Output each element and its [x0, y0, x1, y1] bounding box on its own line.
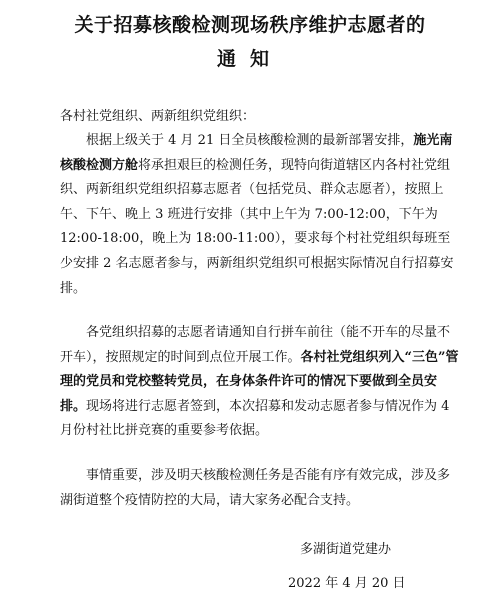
paragraph-2-bold: 各村社党组织列入“三色”管理的党员和党校整转党员，在身体条件许可的情况下要做到全员安排。	[60, 349, 459, 414]
salutation: 各村社党组织、两新组织党组织：	[60, 109, 256, 124]
notice-title-line2: 通知	[216, 48, 283, 70]
paragraph-2	[60, 321, 462, 444]
paragraph-2-text	[60, 321, 462, 444]
paragraph-1-part1: 根据上级关于 4 月 21 日全员核酸检测的最新部署安排，	[86, 133, 414, 148]
signature-date: 2022 年 4 月 20 日	[288, 576, 406, 591]
paragraph-1	[60, 129, 462, 301]
paragraph-2-part1: 各党组织招募的志愿者请通知自行拼车前往（能不开车的尽量不开车），按照规定的时间到点位开展工作。	[60, 325, 451, 365]
paragraph-1-part2: 将承担艰巨的检测任务，现特向街道辖区内各村社党组织、两新组织党组织招募志愿者（包括党员、群众志愿者），按照上午、下午、晚上 3 班进行安排（其中上午为 7:00-12:00，下午为 12:00-18:00，晚上为 18:00-11:00），要求每个村社党组织每班至少安排 2 名志愿者参与，两新组织党组织可根据实际情况自行招募安排。	[60, 157, 454, 296]
paragraph-1-bold: 施光南核酸检测方舱	[60, 133, 453, 173]
notice-title-line1: 关于招募核酸检测现场秩序维护志愿者的	[74, 14, 426, 36]
salutation-block	[60, 105, 462, 130]
paragraph-1-text	[60, 129, 462, 301]
paragraph-3	[60, 464, 462, 513]
signature-organization: 多湖街道党建办	[300, 542, 392, 557]
paragraph-2-part2: 现场将进行志愿者签到，本次招募和发动志愿者参与情况作为 4 月份村社比拼竞赛的重要参考依据。	[60, 398, 450, 439]
paragraph-3-text: 事情重要，涉及明天核酸检测任务是否能有序有效完成，涉及多湖街道整个疫情防控的大局，请大家务必配合支持。	[60, 468, 451, 508]
